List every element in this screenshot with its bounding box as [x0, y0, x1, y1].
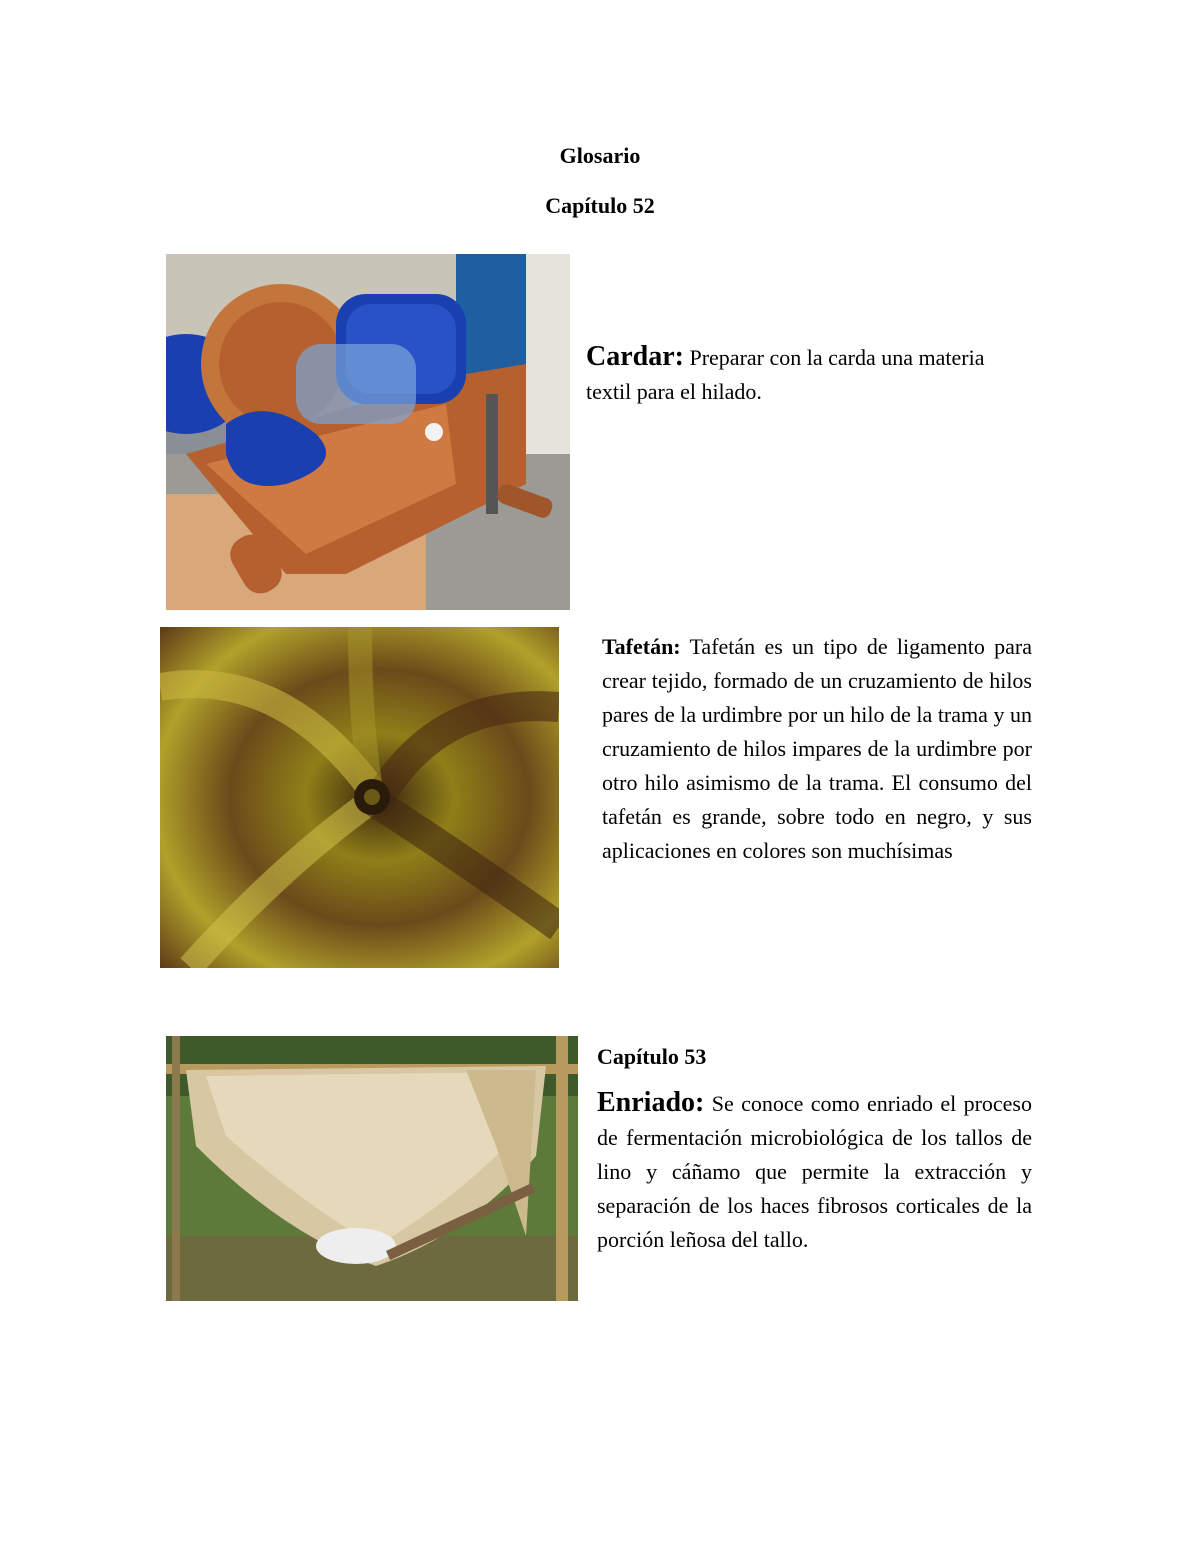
chapter-52-heading: Capítulo 52	[545, 193, 655, 218]
glossary-entry-enriado	[597, 1040, 1032, 1257]
glossary-entry-cardar	[586, 340, 1026, 409]
carding-machine-photo	[166, 254, 570, 610]
retting-fibers-photo	[166, 1036, 578, 1301]
chapter-53-heading: Capítulo 53	[597, 1044, 707, 1069]
term-cardar: Cardar:	[586, 341, 684, 372]
definition-enriado: Se conoce como enriado el proceso de fermentación microbiológica de los tallos de lino y cáñamo que permite la extracción y separación de los haces fibrosos corticales de la porción leñosa del tallo.	[597, 1091, 1032, 1252]
taffeta-fabric-photo	[160, 627, 559, 968]
glossary-entry-tafetan	[602, 630, 1032, 868]
definition-cardar: Preparar con la carda una materia textil para el hilado.	[586, 345, 985, 404]
term-tafetan: Tafetán:	[602, 634, 681, 659]
page-title: Glosario	[559, 143, 641, 168]
term-enriado: Enriado:	[597, 1087, 705, 1118]
definition-tafetan: Tafetán es un tipo de ligamento para crear tejido, formado de un cruzamiento de hilos pares de la urdimbre por un hilo de la trama y un cruzamiento de hilos impares de la urdimbre por otro hilo asimismo de la trama. El consumo del tafetán es grande, sobre todo en negro, y sus aplicaciones en colores son muchísimas	[602, 634, 1032, 863]
